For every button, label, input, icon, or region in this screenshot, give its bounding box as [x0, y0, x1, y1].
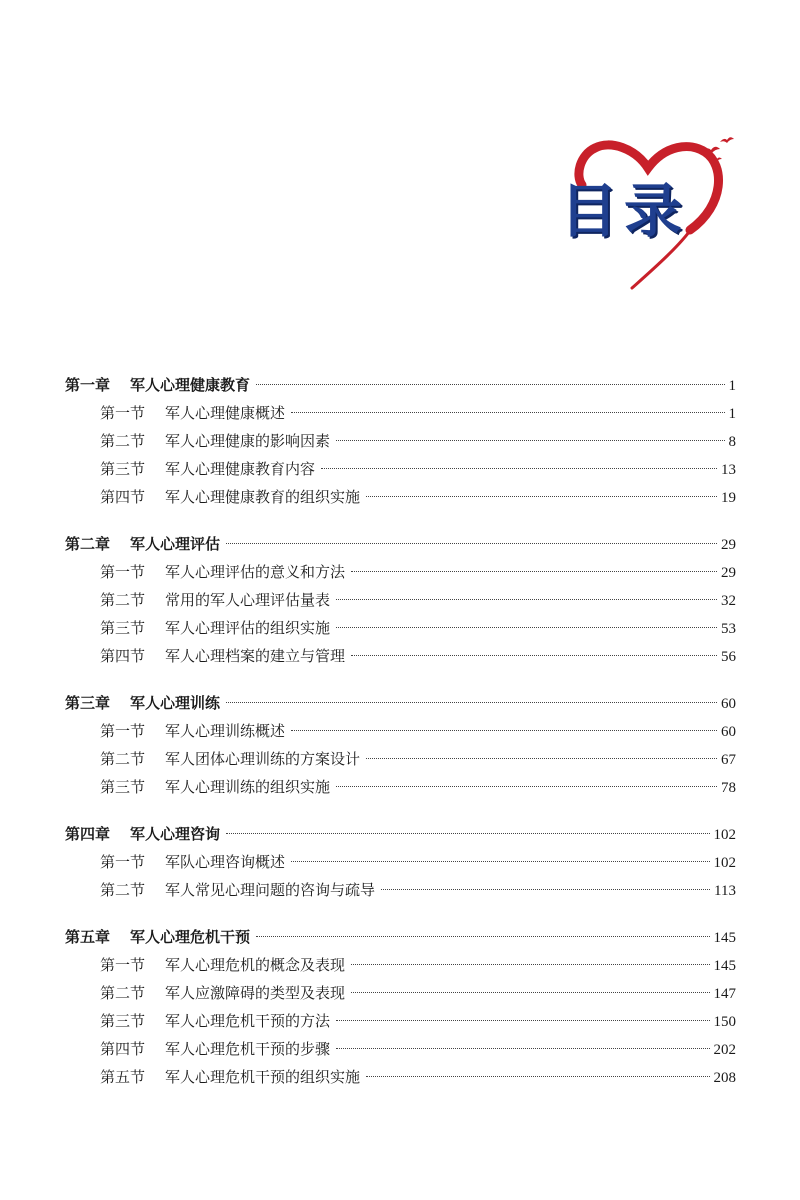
toc-chapter-entry[interactable] [65, 923, 736, 951]
toc-entry-number: 第四节 [100, 647, 146, 665]
toc-entry-number: 第一节 [100, 563, 146, 581]
dot-leader [226, 833, 709, 834]
toc-section-entry[interactable] [65, 455, 736, 483]
toc-section-entry[interactable] [65, 558, 736, 586]
toc-section-entry[interactable] [65, 876, 736, 904]
toc-entry-number: 第二节 [100, 984, 146, 1002]
toc-page-number: 1 [728, 378, 736, 394]
dot-leader [366, 758, 717, 759]
page-title: 目录 [560, 177, 689, 245]
toc-page-number: 147 [713, 986, 736, 1002]
toc-page-number: 102 [713, 855, 736, 871]
toc-entry-title: 军人心理评估 [130, 535, 221, 553]
toc-chapter-block [65, 820, 736, 904]
toc-entry-title: 军人心理危机干预的方法 [165, 1012, 331, 1030]
toc-section-entry[interactable] [65, 1063, 736, 1091]
dot-leader [351, 655, 717, 656]
dot-leader [226, 543, 717, 544]
toc-page-number: 32 [721, 593, 736, 609]
toc-entry-number: 第三章 [65, 694, 111, 712]
toc-page-number: 19 [721, 490, 736, 506]
toc-entry-title: 军人心理咨询 [130, 825, 221, 843]
toc-page-number: 1 [728, 406, 736, 422]
dot-leader [291, 730, 717, 731]
dot-leader [351, 964, 709, 965]
toc-page-number: 145 [713, 930, 736, 946]
toc-entry-number: 第三节 [100, 619, 146, 637]
toc-entry-title: 常用的军人心理评估量表 [165, 591, 331, 609]
dot-leader [336, 1048, 709, 1049]
toc-section-entry[interactable] [65, 427, 736, 455]
dot-leader [336, 1020, 709, 1021]
toc-section-entry[interactable] [65, 483, 736, 511]
toc-section-entry[interactable] [65, 1035, 736, 1063]
toc-entry-number: 第一章 [65, 376, 111, 394]
toc-chapter-entry[interactable] [65, 530, 736, 558]
toc-entry-number: 第一节 [100, 722, 146, 740]
dot-leader [336, 599, 717, 600]
toc-entry-title: 军人心理评估的意义和方法 [165, 563, 346, 581]
toc-section-entry[interactable] [65, 951, 736, 979]
dot-leader [256, 384, 724, 385]
toc-page-number: 78 [721, 780, 736, 796]
toc-entry-title: 军人心理训练 [130, 694, 221, 712]
toc-page-number: 150 [713, 1014, 736, 1030]
toc-page-number: 13 [721, 462, 736, 478]
toc-entry-title: 军人心理危机的概念及表现 [165, 956, 346, 974]
toc-entry-number: 第四章 [65, 825, 111, 843]
dot-leader [381, 889, 710, 890]
toc-section-entry[interactable] [65, 1007, 736, 1035]
toc-chapter-block [65, 371, 736, 511]
dot-leader [351, 571, 717, 572]
toc-entry-title: 军人团体心理训练的方案设计 [165, 750, 361, 768]
dot-leader [291, 412, 724, 413]
toc-page-number: 113 [714, 883, 736, 899]
toc-entry-number: 第四节 [100, 1040, 146, 1058]
dot-leader [351, 992, 709, 993]
toc-entry-number: 第二章 [65, 535, 111, 553]
toc-page-number: 208 [713, 1070, 736, 1086]
toc-entry-title: 军人心理健康教育内容 [165, 460, 316, 478]
toc-section-entry[interactable] [65, 745, 736, 773]
toc-chapter-entry[interactable] [65, 820, 736, 848]
toc-chapter-entry[interactable] [65, 371, 736, 399]
toc-section-entry[interactable] [65, 614, 736, 642]
dot-leader [256, 936, 709, 937]
toc-entry-title: 军人心理健康教育的组织实施 [165, 488, 361, 506]
toc-page-number: 60 [721, 696, 736, 712]
toc-entry-number: 第一节 [100, 956, 146, 974]
toc-section-entry[interactable] [65, 773, 736, 801]
toc-section-entry[interactable] [65, 586, 736, 614]
toc-entry-title: 军人心理危机干预 [130, 928, 251, 946]
toc-entry-number: 第二节 [100, 750, 146, 768]
toc-page-number: 29 [721, 537, 736, 553]
toc-entry-title: 军人心理档案的建立与管理 [165, 647, 346, 665]
toc-page-number: 202 [713, 1042, 736, 1058]
toc-entry-title: 军人常见心理问题的咨询与疏导 [165, 881, 376, 899]
toc-page-number: 56 [721, 649, 736, 665]
toc-entry-number: 第二节 [100, 432, 146, 450]
toc-entry-title: 军人心理危机干预的步骤 [165, 1040, 331, 1058]
toc-page-number: 53 [721, 621, 736, 637]
dot-leader [226, 702, 717, 703]
toc-entry-number: 第二节 [100, 591, 146, 609]
toc-entry-number: 第二节 [100, 881, 146, 899]
toc-section-entry[interactable] [65, 399, 736, 427]
table-of-contents [65, 371, 736, 1110]
toc-chapter-entry[interactable] [65, 689, 736, 717]
toc-page-number: 145 [713, 958, 736, 974]
toc-section-entry[interactable] [65, 979, 736, 1007]
toc-entry-title: 军人心理健康的影响因素 [165, 432, 331, 450]
toc-page-number: 8 [728, 434, 736, 450]
toc-page-number: 60 [721, 724, 736, 740]
toc-entry-title: 军人心理训练概述 [165, 722, 286, 740]
dot-leader [321, 468, 717, 469]
toc-entry-number: 第三节 [100, 460, 146, 478]
toc-entry-number: 第三节 [100, 778, 146, 796]
toc-entry-title: 军人心理评估的组织实施 [165, 619, 331, 637]
dot-leader [336, 627, 717, 628]
toc-chapter-block [65, 530, 736, 670]
toc-section-entry[interactable] [65, 642, 736, 670]
toc-entry-number: 第一节 [100, 853, 146, 871]
toc-entry-number: 第五节 [100, 1068, 146, 1086]
toc-entry-number: 第五章 [65, 928, 111, 946]
toc-page-number: 67 [721, 752, 736, 768]
dot-leader [336, 786, 717, 787]
toc-entry-title: 军人心理危机干预的组织实施 [165, 1068, 361, 1086]
toc-chapter-block [65, 689, 736, 801]
toc-chapter-block [65, 923, 736, 1091]
dot-leader [366, 496, 717, 497]
toc-entry-title: 军人心理健康概述 [165, 404, 286, 422]
toc-entry-number: 第一节 [100, 404, 146, 422]
toc-entry-number: 第三节 [100, 1012, 146, 1030]
toc-entry-title: 军人应激障碍的类型及表现 [165, 984, 346, 1002]
toc-section-entry[interactable] [65, 717, 736, 745]
toc-page-number: 29 [721, 565, 736, 581]
dot-leader [366, 1076, 709, 1077]
toc-page-number: 102 [713, 827, 736, 843]
toc-section-entry[interactable] [65, 848, 736, 876]
toc-entry-title: 军人心理训练的组织实施 [165, 778, 331, 796]
toc-entry-title: 军队心理咨询概述 [165, 853, 286, 871]
dot-leader [336, 440, 724, 441]
toc-entry-number: 第四节 [100, 488, 146, 506]
toc-entry-title: 军人心理健康教育 [130, 376, 251, 394]
dot-leader [291, 861, 709, 862]
